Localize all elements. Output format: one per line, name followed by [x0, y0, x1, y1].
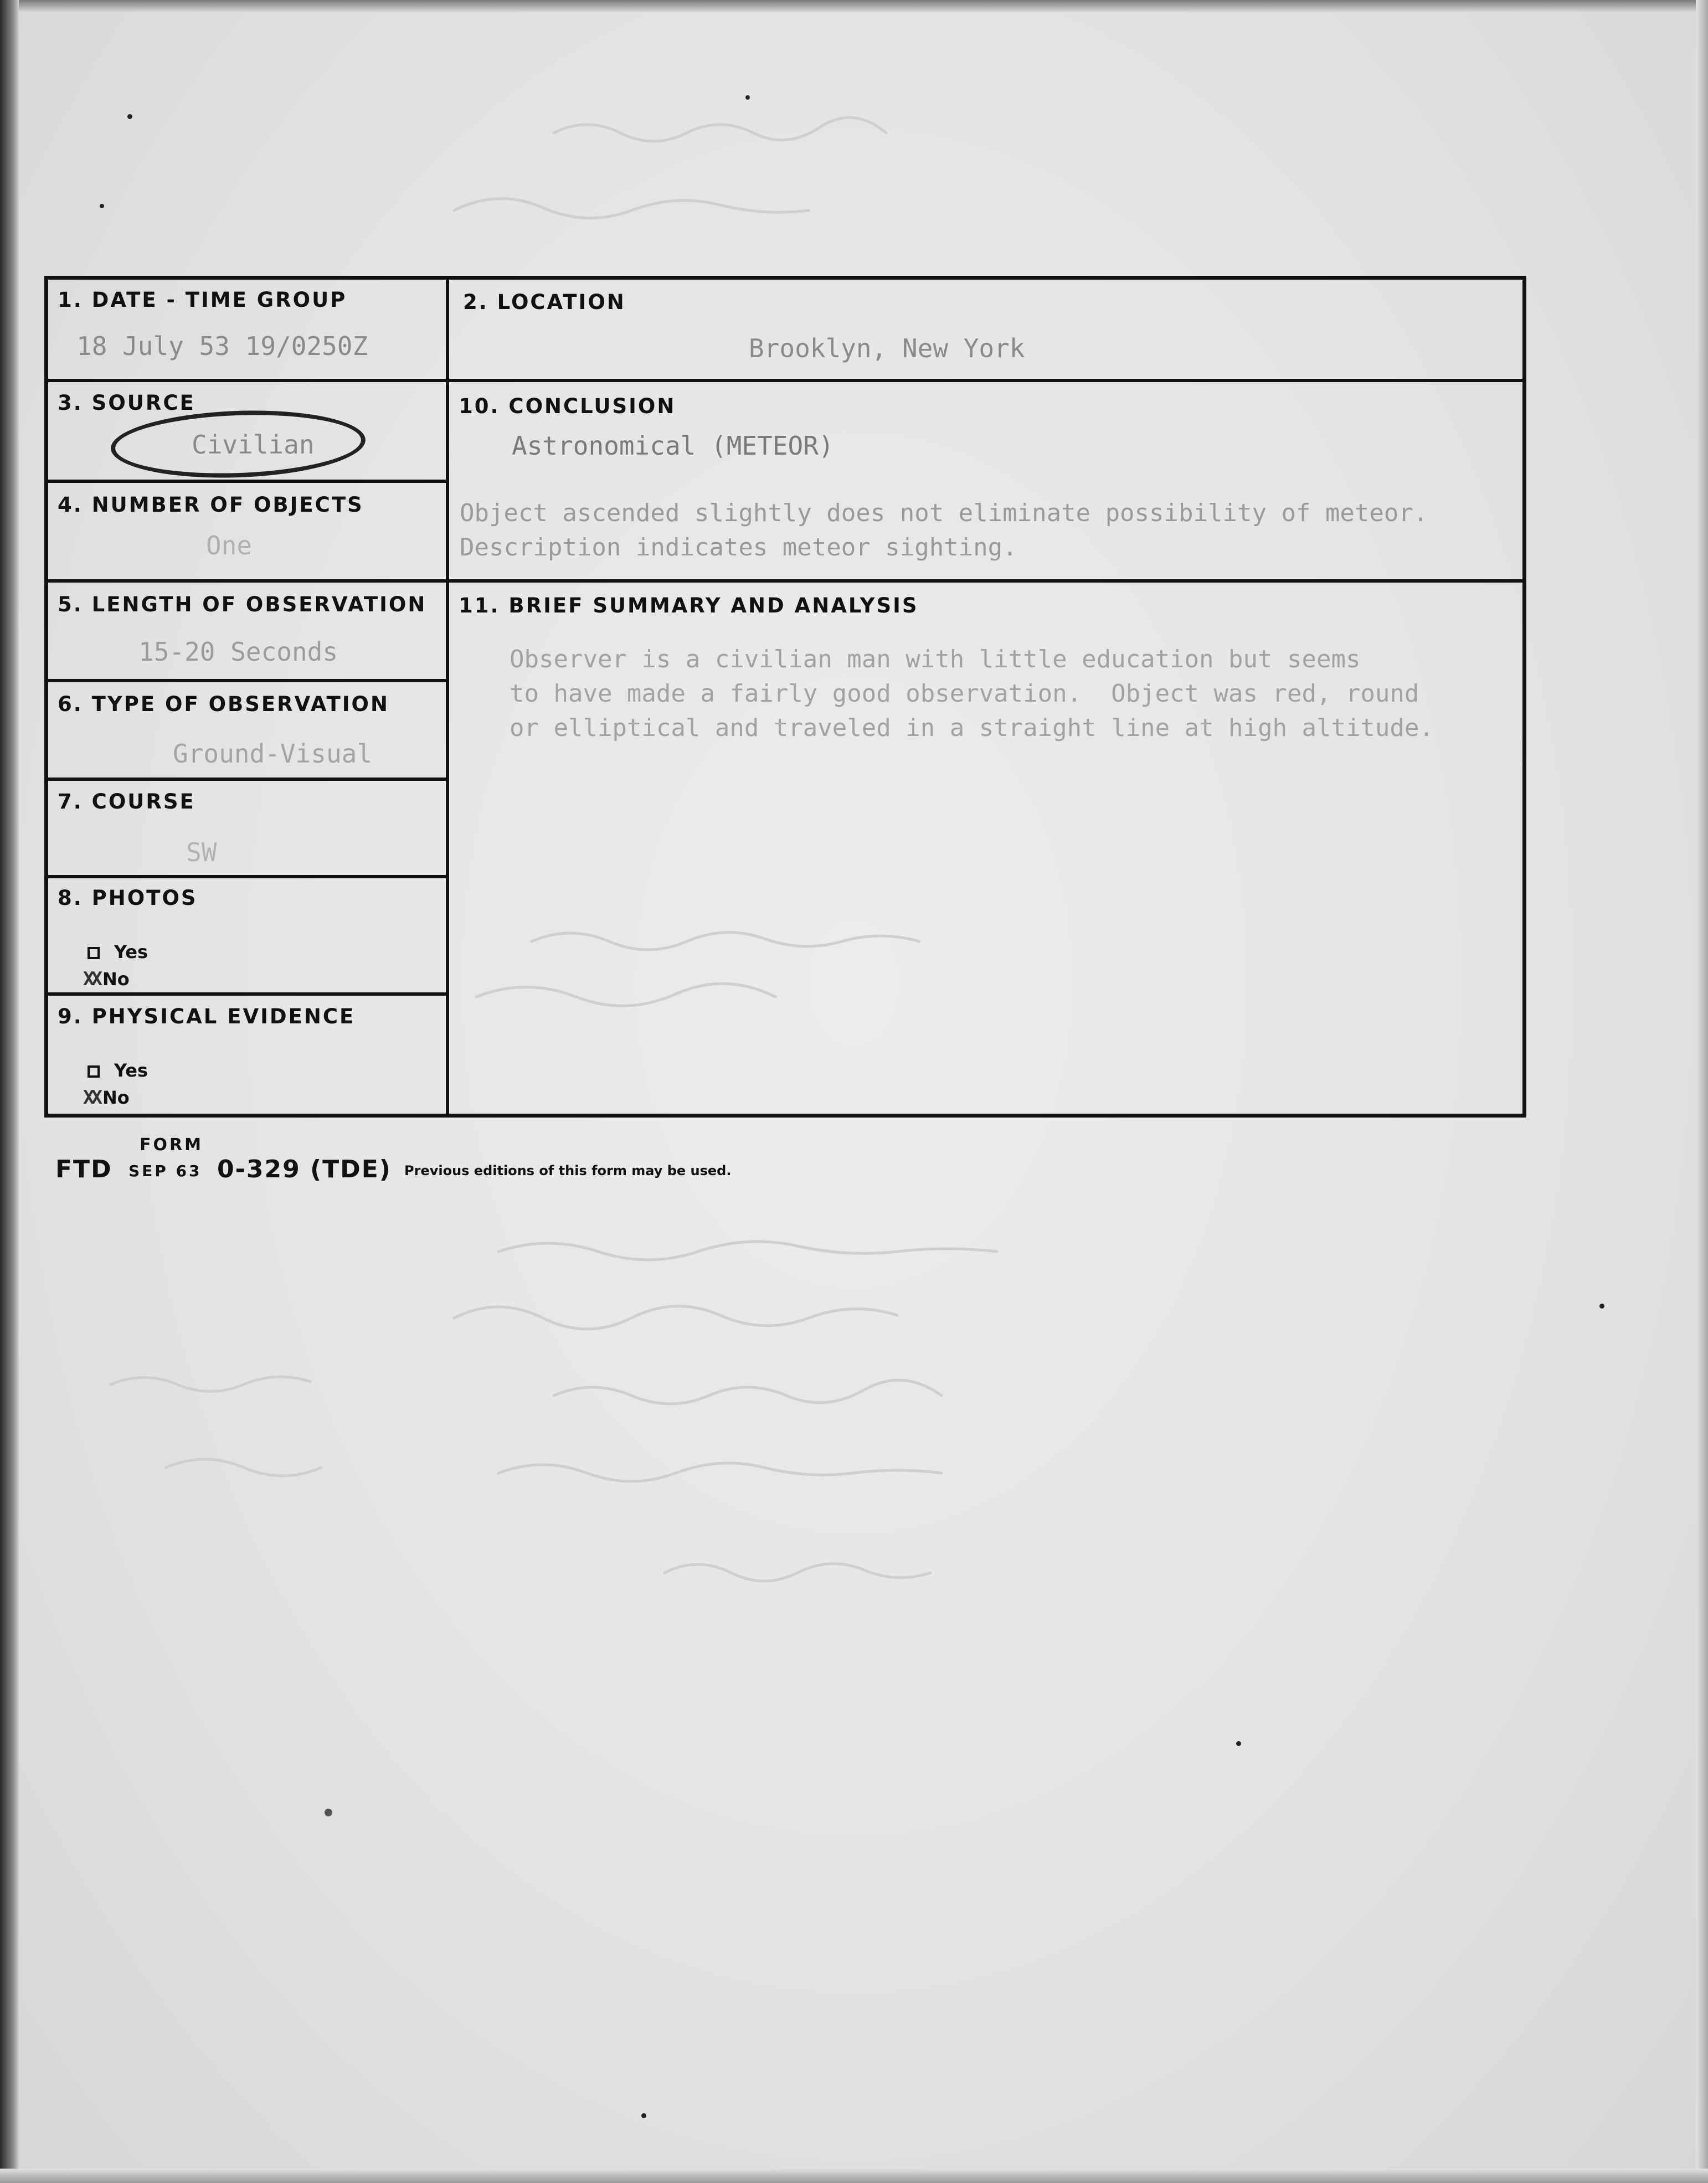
- row-divider: [45, 875, 447, 878]
- scan-speck: [1236, 1741, 1241, 1746]
- row-divider: [45, 778, 447, 781]
- source-label: 3. SOURCE: [58, 391, 196, 415]
- conclusion-label: 10. CONCLUSION: [459, 394, 676, 418]
- course-value: SW: [186, 837, 217, 867]
- summary-line-3: or elliptical and traveled in a straight line at high altitude.: [510, 714, 1434, 742]
- physical-evidence-yes-checkbox[interactable]: [88, 1065, 100, 1078]
- physical-evidence-yes-label: Yes: [114, 1060, 148, 1081]
- conclusion-value: Astronomical (METEOR): [512, 431, 834, 461]
- date-time-group-label: 1. DATE - TIME GROUP: [58, 288, 347, 312]
- date-time-group-value: 18 July 53 19/0250Z: [76, 331, 368, 361]
- physical-evidence-no-label: No: [102, 1087, 130, 1108]
- number-of-objects-value: One: [206, 531, 253, 560]
- scan-speck: [127, 114, 132, 119]
- photos-label: 8. PHOTOS: [58, 886, 198, 910]
- row-divider: [45, 480, 447, 483]
- footer-date: SEP 63: [128, 1162, 202, 1180]
- physical-evidence-yes-option: [88, 1060, 148, 1081]
- row-divider: [45, 992, 447, 996]
- number-of-objects-label: 4. NUMBER OF OBJECTS: [58, 493, 364, 517]
- summary-line-2: to have made a fairly good observation. Object was red, round: [510, 679, 1419, 708]
- summary-line-1: Observer is a civilian man with little education but seems: [510, 645, 1361, 673]
- length-of-observation-value: 15-20 Seconds: [138, 637, 338, 667]
- photos-no-label: No: [102, 969, 130, 990]
- footer-note: Previous editions of this form may be used.: [404, 1163, 732, 1178]
- photos-no-checkbox-marked[interactable]: XX: [83, 968, 99, 990]
- course-label: 7. COURSE: [58, 790, 196, 814]
- row-divider: [45, 679, 447, 682]
- length-of-observation-label: 5. LENGTH OF OBSERVATION: [58, 593, 427, 616]
- physical-evidence-label: 9. PHYSICAL EVIDENCE: [58, 1005, 356, 1028]
- photos-yes-checkbox[interactable]: [88, 947, 100, 959]
- source-value: Civilian: [192, 430, 315, 460]
- photos-yes-option: [88, 941, 148, 962]
- type-of-observation-label: 6. TYPE OF OBSERVATION: [58, 692, 389, 716]
- physical-evidence-no-checkbox-marked[interactable]: XX: [83, 1087, 99, 1109]
- scan-speck: [325, 1809, 332, 1816]
- scan-speck: [641, 2113, 646, 2118]
- physical-evidence-no-option: [83, 1087, 130, 1109]
- scan-speck: [100, 204, 104, 208]
- summary-label: 11. BRIEF SUMMARY AND ANALYSIS: [459, 594, 919, 617]
- conclusion-note-line-1: Object ascended slightly does not eliminate possibility of meteor.: [460, 499, 1428, 527]
- column-divider: [446, 277, 449, 1116]
- scan-speck: [745, 95, 750, 100]
- footer-agency: FTD: [55, 1155, 112, 1183]
- footer-form-word: FORM: [140, 1135, 203, 1155]
- footer-form-number: 0-329 (TDE): [217, 1155, 392, 1183]
- photos-yes-label: Yes: [114, 941, 148, 962]
- type-of-observation-value: Ground-Visual: [173, 739, 373, 769]
- location-value: Brooklyn, New York: [749, 333, 1025, 363]
- location-label: 2. LOCATION: [463, 290, 626, 314]
- conclusion-note-line-2: Description indicates meteor sighting.: [460, 533, 1017, 562]
- row-divider: [45, 379, 1525, 382]
- photos-no-option: [83, 968, 130, 990]
- scan-speck: [1599, 1304, 1604, 1309]
- row-divider: [45, 579, 1525, 583]
